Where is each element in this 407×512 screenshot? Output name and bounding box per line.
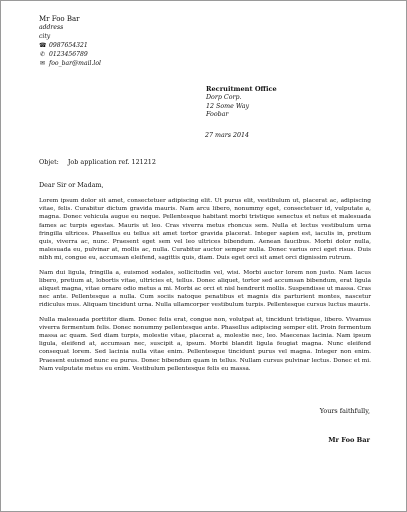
sender-phone-row — [39, 42, 101, 51]
closing-line: Yours faithfully, — [319, 407, 370, 415]
recipient-block — [206, 85, 277, 120]
recipient-street: 12 Some Way — [206, 102, 250, 110]
sender-name: Mr Foo Bar — [39, 15, 80, 23]
sender-mobile-row — [39, 51, 101, 60]
sender-phone: 0987654321 — [49, 41, 88, 49]
salutation: Dear Sir or Madam, — [39, 181, 104, 189]
subject-line — [39, 158, 156, 166]
recipient-company: Dorp Corp. — [206, 93, 242, 101]
body-paragraph: Nam dui ligula, fringilla a, euismod sodales, sollicitudin vel, wisi. Morbi auctor lorem non justo. Nam lacus libero, pretium at, lobortis vitae, ultricies et, tellus. Donec aliquet, tortor sed accumsan bibendum, erat ligula aliquet magna, vitae ornare odio metus a mi. Morbi ac orci et nisl hendrerit mollis. Suspendisse ut massa. Cras nec ante. Pellentesque a nulla. Cum sociis natoque penatibus et magnis dis parturient montes, nascetur ridiculus mus. Aliquam tincidunt urna. Nulla ullamcorper vestibulum turpis. Pellentesque cursus luctus mauris. — [39, 269, 371, 309]
sender-email-row — [39, 60, 101, 69]
mobile-phone-icon: ✆ — [39, 50, 46, 58]
sender-block — [39, 15, 101, 69]
signature-name: Mr Foo Bar — [328, 436, 370, 444]
phone-icon: ☎ — [39, 41, 47, 49]
sender-city: city — [39, 32, 51, 40]
recipient-office: Recruitment Office — [206, 85, 277, 93]
sender-email: foo_bar@mail.lol — [49, 59, 101, 67]
letter-body — [39, 197, 371, 379]
sender-address: address — [39, 24, 64, 31]
sender-mobile: 0123456789 — [49, 50, 88, 58]
subject-text: Job application ref. 121212 — [67, 158, 156, 166]
recipient-town: Foobar — [206, 111, 229, 119]
body-paragraph: Lorem ipsum dolor sit amet, consectetuer adipiscing elit. Ut purus elit, vestibulum ut, placerat ac, adipiscing vitae, felis. Curabitur dictum gravida mauris. Nam arcu libero, nonummy eget, consectetuer id, vulputate a, magna. Donec vehicula augue eu neque. Pellentesque habitant morbi tristique senectus et netus et malesuada fames ac turpis egestas. Mauris ut leo. Cras viverra metus rhoncus sem. Nulla et lectus vestibulum urna fringilla ultrices. Phasellus eu tellus sit amet tortor gravida placerat. Integer sapien est, iaculis in, pretium quis, viverra ac, nunc. Praesent eget sem vel leo ultrices bibendum. Aenean faucibus. Morbi dolor nulla, malesuada eu, pulvinar at, mollis ac, nulla. Curabitur auctor semper nulla. Donec varius orci eget risus. Duis nibh mi, congue eu, accumsan eleifend, sagittis quis, diam. Duis eget orci sit amet orci dignissim rutrum. — [39, 198, 371, 262]
subject-label: Objet: — [39, 158, 59, 166]
body-paragraph: Nulla malesuada porttitor diam. Donec felis erat, congue non, volutpat at, tincidunt tristique, libero. Vivamus viverra fermentum felis. Donec nonummy pellentesque ante. Phasellus adipiscing semper elit. Proin fermentum massa ac quam. Sed diam turpis, molestie vitae, placerat a, molestie nec, leo. Maecenas lacinia. Nam ipsum ligula, eleifend at, accumsan nec, suscipit a, ipsum. Morbi blandit ligula feugiat magna. Nunc eleifend consequat lorem. Sed lacinia nulla vitae enim. Pellentesque tincidunt purus vel magna. Integer non enim. Praesent euismod nunc eu purus. Donec bibendum quam in tellus. Nullam cursus pulvinar lectus. Donec et mi. Nam vulputate metus eu enim. Vestibulum pellentesque felis eu massa. — [39, 316, 371, 372]
email-icon: ✉ — [39, 59, 46, 67]
letter-date: 27 mars 2014 — [205, 132, 250, 139]
